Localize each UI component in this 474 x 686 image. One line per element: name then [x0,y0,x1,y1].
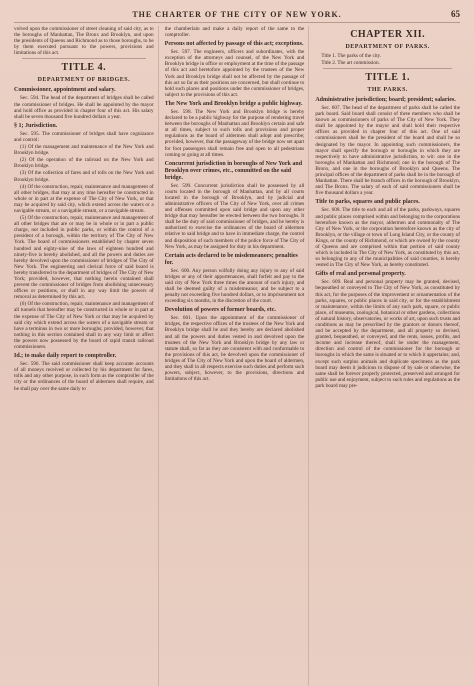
paragraph: volved upon the commissioner of street cleaning of said city, as to the boroughs of Manhattan, The Bronx and Brooklyn, and upon the presidents of Queens and Richmond as to those boroughs, to be by them executed pursuant to the powers, provisions and limitations of this act. [14,26,154,57]
title-subheading: DEPARTMENT OF BRIDGES. [37,77,131,84]
paragraph: Sec. 601. Upon the appointment of the commissioner of bridges, the respective offices of the trustees of the New York and Brooklyn bridge shall be and they hereby are declared abolished and all the powers and duties vested in and devolved upon the trustees of the New York and Brooklyn bridge by any law or statute shall, so far as they are consistent with and conformable to the provisions of this act, be devolved upon the commissioner of bridges of The City of New York and upon the board of aldermen, and they shall in all respects exercise such duties and perform such powers, subject, however, to the provisions, directions and limitations of this act. [164,315,305,383]
text-columns [14,26,460,686]
paragraph: (5) Of the construction, repair, maintenance and management of all other bridges that are or may be in whole or in part a public charge, not included in public parks, or within the control of a president of a borough, within the territory of The City of New York. The board of commissioners established by chapter seven hundred and eighty-nine of the laws of eighteen hundred and ninety-five is hereby abolished, and all the powers and duties are hereby devolved upon the commissioner of bridges of The City of New York. The engineering and clerical force of said board is hereby transferred to the department of bridges of The City of New York; provided, however, that nothing herein contained shall prevent the commissioner of bridges from abolishing unnecessary offices or positions, or shall in any way limit the powers of removal as determined by this act. [14,215,154,301]
section-heading: The New York and Brooklyn bridge a public highway. [164,100,303,107]
paragraph: (2) Of the operation of the railroad on the New York and Brooklyn bridge. [14,157,154,170]
chapter-subheading: DEPARTMENT OF PARKS. [345,44,430,50]
title-heading: TITLE 4. [61,62,107,74]
section-heading: Persons not affected by passage of this act; exceptions. [164,41,304,48]
section-heading: § 1; Jurisdiction. [14,122,58,129]
chapter-heading: CHAPTER XII. [350,29,426,40]
toc-entry: Title 1. The parks of the city. [321,53,382,59]
section-heading: Certain acts declared to be misdemeanors; penalties for. [164,252,298,266]
divider [22,58,146,59]
title-subheading: THE PARKS. [367,87,408,93]
column-3 [315,26,460,686]
divider [323,68,452,69]
paragraph: Sec. 608. The title to each and all of the parks, parkways, squares and public places comprised within and belonging to the corporations heretofore known as the mayor, aldermen and commonalty of The City of New York, or the corporation heretofore known as the city of Brooklyn, or the village or town of Long Island City, or the county of Kings, or the county of Richmond, or which are owned by the county of Queens and are comprised within that portion of said county which is included in The City of New York, as constituted by this act, so belonging to any of the municipalities of said counties, is hereby vested in The City of New York, as hereby constituted. [315,207,460,269]
section-heading: Concurrent jurisdiction in boroughs of New York and Brooklyn over crimes, etc., committed on the said bridge. [164,160,303,181]
paragraph: (3) Of the collection of fares and of tolls on the New York and Brooklyn bridge. [14,170,154,183]
section-heading: Id.; to make daily report to comptroller. [14,353,117,360]
paragraph: Sec. 596. The said commissioner shall keep accurate accounts of all moneys received or collected by his department for fares, tolls and any other purpose, in such form as the comptroller of the city or the ordinances of the board of aldermen shall require, and he shall pay over the same daily to [14,361,154,392]
paragraph: Sec. 594. The head of the department of bridges shall be called the commissioner of bridges. He shall be appointed by the mayor and hold office as provided in chapter four of this act. His salary shall be seven thousand five hundred dollars a year. [14,95,154,120]
section-heading: Gifts of real and personal property. [315,271,406,278]
paragraph: (1) Of the management and maintenance of the New York and Brooklyn bridge. [14,144,154,157]
paragraph: (4) Of the construction, repair, maintenance and management of all other bridges, that may at any time hereafter be constructed in whole or in part at the expense of The City of New York, or that may be acquired by said city, which extend across the waters or a navigable stream, or a navigable stream, or a navigable stream. [14,183,154,214]
running-title: THE CHARTER OF THE CITY OF NEW YORK. [132,9,342,19]
title-heading: TITLE 1. [365,72,410,83]
paragraph: Sec. 597. The engineers, officers and subordinates, with the exception of the attorneys and counsel, of the New York and Brooklyn bridge in office or employment at the time of the passage of this act and heretofore appointed by the trustees of the New York and Brooklyn bridge shall not be affected by the passage of this act so far as their positions are concerned, but shall continue to hold such places and positions under the commissioner of bridges, subject to the provisions of this act. [164,49,305,98]
paragraph: the chamberlain and make a daily report of the same to the comptroller. [164,26,305,39]
column-2 [165,26,310,686]
paragraph: Sec. 599. Concurrent jurisdiction shall be possessed by all courts located in the borough of Manhattan, and by all courts located in the borough of Brooklyn, and by judicial and administrative officers of The City of New York, over all crimes and offenses committed upon said bridge and upon any other bridge that may hereafter be erected between the two boroughs. It shall be the duty of said commissioner of bridges, and he hereby is authorized to exercise the ordinances of the board of aldermen relative to said bridge and to have in immediate charge, the control and disposition of such members of the police force of The City of New York, as may be assigned for duty in his department. [164,182,305,250]
toc-entry: Title 2. The art commission. [321,59,380,66]
paragraph: Sec. 600. Any person wilfully doing any injury to any of said bridges or any of their appurtenances, shall forfeit and pay to the said city of New York three times the amount of such injury, and shall be deemed guilty of a misdemeanor, and be subject to a penalty not exceeding five hundred dollars, or to imprisonment not exceeding six months, in the discretion of the court. [164,267,305,305]
section-heading: Commissioner, appointment and salary. [14,87,116,94]
paragraph: Sec. 609. Real and personal property may be granted, devised, bequeathed or conveyed to The City of New York, as constituted by this act, for the purposes of the improvement or ornamentation of the parks, squares, or public places in said city, or for the establishment or maintenance, within the limits of any such park, square, or public place, of museums, zoological, botanical or other gardens, collections of natural history, observatories, or works of art, upon such trusts and conditions as may be prescribed by the grantors or donors thereof, and be accepted by the department, and all property so devised, granted, bequeathed, or conveyed, and the rents, issues, profits, and income and increase thereof, shall be under the management, direction and control of the commissioner for the borough or boroughs in which the same is situated or to which it appertains; and, except such surplus animals and duplicate specimens as the park board may deem it judicious to dispose of by sale or otherwise, the same shall be forever properly protected, preserved and arranged for public use and enjoyment, subject to such rules and regulations as the park board may pre- [315,279,460,389]
column-1 [14,26,159,686]
paragraph: Sec. 598. The New York and Brooklyn bridge is hereby declared to be a public highway for the purpose of rendering travel between the boroughs of Manhattan and Brooklyn certain and safe at all times, subject to such tolls and provisions and proper regulations as the board of aldermen shall adopt and prescribe; provided, however, that the passageway of the bridge now set apart for foot passengers shall remain free and open to all pedestrians coming or going at all times. [164,108,305,158]
paragraph: Sec. 607. The head of the department of parks shall be called the park board. Said board shall consist of three members who shall be known as commissioners of parks of The City of New York. They shall be appointed by the mayor and shall hold their respective offices as provided in chapter four of this act. One of said commissioners shall be the president of the board and shall be so designated by the mayor. In appointing such commissioners, the mayor shall specify the borough or boroughs in which they are respectively to have administrative jurisdiction, to wit: one in the boroughs of Manhattan and Richmond; one in the borough of The Bronx, and one in the boroughs of Brooklyn and Queens. The principal offices of the department of parks shall be in the borough of Manhattan. There shall be branch offices in the borough of Brooklyn, and The Bronx. The salary of each of said commissioners shall be five thousand dollars a year. [315,105,460,197]
section-heading: Title to parks, squares and public places. [315,199,420,206]
section-heading: Administrative jurisdiction; board; president; salaries. [315,97,456,103]
section-heading: Devolution of powers of former boards, etc. [164,307,276,314]
paragraph: Sec. 595. The commissioner of bridges shall have cognizance and control: [14,130,154,143]
page-header [14,6,460,23]
paragraph: (6) Of the construction, repair, maintenance and management of all tunnels that hereafter may be constructed in whole or in part at the expense of The City of New York or that may be acquired by said city which extend across the waters of a navigable stream or have a terminus in two or more boroughs; provided, however, that nothing in this section contained shall in any way limit or affect the powers now possessed by the board of rapid transit railroad commissioners. [14,301,154,351]
page-number: 65 [451,9,460,19]
